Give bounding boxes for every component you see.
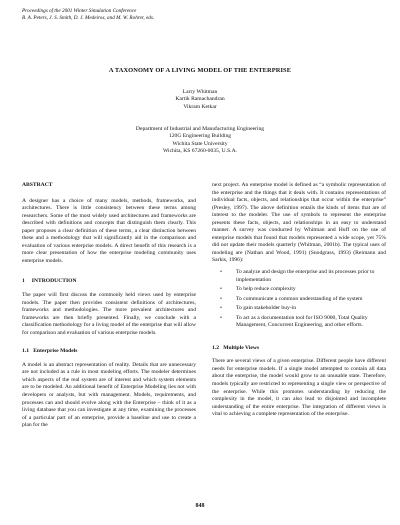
right-column: [212, 182, 386, 419]
list-item: • To analyze and design the enterprise and its processes prior to implementation: [220, 269, 375, 283]
left-column: [22, 182, 196, 430]
abstract-text: A designer has a choice of many models, methods, frameworks, and architectures. There is little consistency between these terms among researchers. Some of the most widely used architectures and frameworks are described with definitions and concepts that distinguish them clearly. This paper proposes a clear definition of these terms, a clear distinction between these and a methodology that will significantly aid in the comparison and evaluation of various enterprise models. A direct benefit of this research is a more clear presentation of how the enterprise modeling community uses enterprise models.: [22, 197, 196, 264]
author-name: Vikram Ketkar: [183, 103, 217, 110]
enterprise-model-definition-text: next project. An enterprise model is defined as “a symbolic representation of the enterprise and the things that it deals with. It contains representations of individual facts, objects, and relationships that occur within the enterprise” (Presley, 1997). The above definition entails the kinds of items that are of interest to the modeler. The use of symbols to represent the enterprise presents these facts, objects, and relationships in an easy to understand manner. A survey was conducted by Whitman and Huff on the use of enterprise models that found that models represented a wide scope, yet 75% did not update their models quarterly (Whitman, 2001b). The typical uses of modeling are (Nathan and Wood, 1991) (Snodgrass, 1993) (Reimann and Sarkis, 1996):: [212, 182, 386, 264]
list-item: • To gain stakeholder buy-in: [220, 305, 297, 312]
affiliation-block: [0, 126, 400, 155]
affiliation-line: 120G Engineering Building: [168, 133, 232, 140]
modeling-uses-list: [212, 269, 386, 330]
multiple-views-text: There are several views of a given enterprise. Different people have different needs for enterprise models. If a single model attempted to contain all data about the enterprise, the model would grow to an unusable state. Therefore, models typically are restricted to representing a single view or perspective of the enterprise. While this promotes understanding by reducing the complexity in the model, it can also lead to disjointed and incomplete understanding of the entire enterprise. The integration of different views is vital to achieving a complete representation of the enterprise.: [212, 358, 386, 418]
editors-line: B. A. Peters, J. S. Smith, D. J. Medeiros, and M. W. Rohrer, eds.: [22, 14, 155, 21]
bullet-icon: •: [220, 269, 222, 276]
multiple-views-heading: 1.2 Multiple Views: [212, 344, 260, 351]
list-item: • To communicate a common understanding of the system: [220, 295, 363, 302]
bullet-icon: •: [220, 286, 222, 293]
list-item: • To help reduce complexity: [220, 286, 296, 293]
introduction-heading: 1 INTRODUCTION: [22, 278, 77, 285]
affiliation-line: Wichita, KS 67260-0035, U.S.A.: [162, 147, 238, 154]
list-item: • To act as a documentation tool for ISO 9000, Total Quality Management, Concurrent Engineering, and other efforts.: [220, 314, 368, 329]
proceedings-line: Proceedings of the 2001 Winter Simulation Conference: [22, 8, 137, 14]
bullet-icon: •: [220, 295, 222, 302]
affiliation-line: Department of Industrial and Manufacturing Engineering: [135, 126, 265, 132]
author-name: Larry Whitman: [182, 89, 218, 95]
author-list: [0, 89, 400, 111]
paper-title: A TAXONOMY OF A LIVING MODEL OF THE ENTERPRISE: [108, 67, 292, 74]
affiliation-line: Wichita State University: [172, 140, 228, 147]
introduction-text: The paper will first discuss the commonly held views used by enterprise models. The paper then provides consistent definitions of architectures, frameworks and methodologies. The more prevalent architectures and frameworks are then briefly presented. Finally, we conclude with a classification methodology for a living model of the enterprise that will allow for comparison and evaluation of various enterprise models.: [22, 292, 196, 336]
enterprise-models-text: A model is an abstract representation of reality. Details that are unnecessary are not included as a rule in most modeling efforts. The modeler determines which aspects of the real system are of interest and which system elements are to be modeled. An additional benefit of Enterprise Modeling lies not with developers or analysts, but with management. Models, requirements, and processes can and should evolve along with the Enterprise – think of it as a living database that you can investigate at any time, examining the processes of a particular part of an enterprise, provide a baseline and use to create a plan for the: [22, 361, 196, 429]
abstract-heading: ABSTRACT: [22, 182, 53, 188]
author-name: Kartik Ramachandran: [175, 96, 225, 103]
bullet-icon: •: [220, 314, 222, 321]
proceedings-header: [22, 8, 242, 21]
page-number: 848: [195, 503, 205, 509]
bullet-icon: •: [220, 305, 222, 312]
enterprise-models-heading: 1.1 Enterprise Models: [22, 348, 78, 355]
